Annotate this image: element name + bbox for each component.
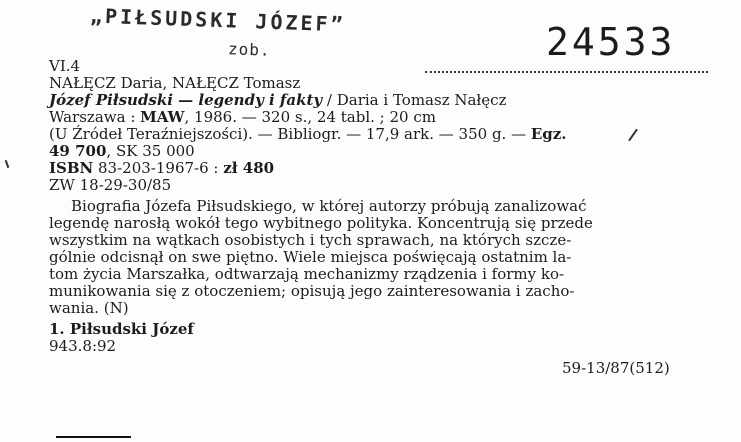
bottom-rule: [56, 436, 131, 438]
stray-mark: [5, 160, 10, 168]
classification-code: VI.4: [49, 57, 81, 75]
isbn-line: [49, 160, 274, 177]
series-line: [49, 126, 567, 143]
annotation-line: wania. (N): [49, 299, 129, 317]
statement-of-responsibility: / Daria i Tomasz Nałęcz: [322, 91, 507, 109]
annotation: [49, 198, 699, 317]
isbn-number: 83-203-1967-6 :: [93, 159, 224, 177]
imprint-details: , 1986. — 320 s., 24 tabl. ; 20 cm: [184, 108, 436, 126]
annotation-line: gólnie odcisnął on swe piętno. Wiele miejsca poświęcają ostatnim la-: [49, 248, 572, 266]
annotation-line: wszystkim na wątkach osobistych i tych sprawach, na których szcze-: [49, 231, 572, 249]
accession-number: 24533: [546, 20, 676, 64]
subject-heading: 1. Piłsudski Józef: [49, 320, 194, 338]
annotation-line: tom życia Marszałka, odtwarzają mechanizmy rządzenia i formy ko-: [49, 265, 565, 283]
series-and-physical: (U Źródeł Teraźniejszości). — Bibliogr. — 17,9 ark. — 350 g. —: [49, 125, 531, 143]
handwritten-heading: „PIŁSUDSKI JÓZEF”: [89, 3, 347, 37]
price: zł 480: [223, 159, 275, 177]
stray-mark: [628, 129, 638, 142]
publisher: MAW: [140, 108, 185, 126]
zw-line: ZW 18-29-30/85: [49, 176, 172, 194]
copies-label: Egz.: [530, 125, 567, 143]
isbn-label: ISBN: [49, 159, 94, 177]
copies-sk: , SK 35 000: [106, 142, 195, 160]
imprint-line: [49, 109, 436, 126]
udc-number: 943.8:92: [49, 337, 117, 355]
handwritten-see-reference: zob.: [227, 39, 271, 60]
annotation-line: legendę narosłą wokół tego wybitnego polityka. Koncentrują się przede: [49, 214, 593, 232]
copies-line: [49, 143, 195, 160]
card-reference-number: 59-13/87(512): [562, 359, 670, 377]
dotted-rule: [425, 71, 708, 73]
annotation-line: munikowania się z otoczeniem; opisują jego zainteresowania i zacho-: [49, 282, 575, 300]
imprint-place: Warszawa :: [49, 108, 141, 126]
annotation-line: Biografia Józefa Piłsudskiego, w której autorzy próbują zanalizować: [71, 197, 587, 215]
copies-count: 49 700: [49, 142, 107, 160]
book-title: Józef Piłsudski — legendy i fakty: [49, 91, 323, 109]
authors-heading: NAŁĘCZ Daria, NAŁĘCZ Tomasz: [49, 74, 301, 92]
title-line: [49, 92, 506, 109]
